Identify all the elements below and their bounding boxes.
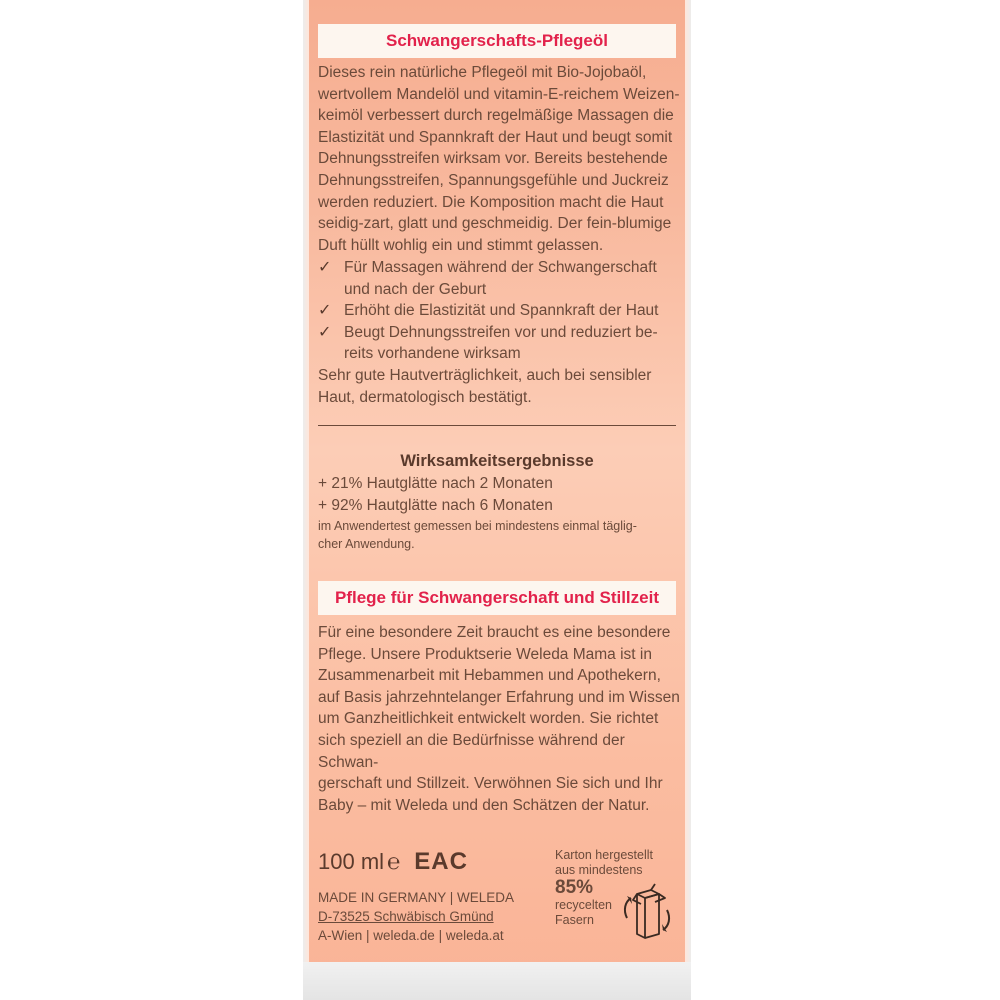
- intro-line: Dehnungsstreifen wirksam vor. Bereits bestehende: [318, 150, 668, 168]
- checklist-item: [318, 257, 680, 300]
- e-mark-icon: ℮: [387, 849, 401, 874]
- care-line: Pflege. Unsere Produktserie Weleda Mama ist in: [318, 645, 652, 663]
- volume-value: 100 ml: [318, 849, 385, 874]
- results-list: [318, 473, 680, 516]
- checklist-item: [318, 322, 680, 365]
- eac-mark-icon: EAC: [414, 848, 468, 875]
- intro-line: werden reduziert. Die Komposition macht die Haut: [318, 193, 664, 211]
- footnote-line: im Anwendertest gemessen bei mindestens einmal täglig-: [318, 519, 637, 533]
- intro-line: Dehnungsstreifen, Spannungsgefühle und Juckreiz: [318, 171, 669, 189]
- care-line: Zusammenarbeit mit Hebammen und Apothekern,: [318, 667, 661, 685]
- tolerance-paragraph: [318, 365, 680, 408]
- checklist-item: [318, 300, 680, 322]
- care-line: sich speziell an die Bedürfnisse während der Schwan-: [318, 731, 625, 771]
- recycle-percent: 85%: [555, 877, 594, 898]
- checkmark-icon: ✓: [318, 323, 332, 341]
- checkmark-icon: ✓: [318, 302, 332, 320]
- recycle-line: recycelten: [555, 898, 612, 912]
- intro-line: Dieses rein natürliche Pflegeöl mit Bio-Jojobaöl,: [318, 64, 647, 81]
- result-line: + 21% Hautglätte nach 2 Monaten: [318, 475, 553, 492]
- care-banner: Pflege für Schwangerschaft und Stillzeit: [318, 581, 676, 615]
- tolerance-line: Haut, dermatologisch bestätigt.: [318, 388, 532, 406]
- intro-line: Duft hüllt wohlig ein und stimmt gelassen.: [318, 236, 604, 254]
- recycle-line: Karton hergestellt: [555, 848, 653, 862]
- benefit-checklist: [318, 257, 680, 365]
- footnote-line: cher Anwendung.: [318, 536, 415, 551]
- checklist-line: reits vorhandene wirksam: [344, 345, 521, 363]
- results-footnote: [318, 518, 680, 553]
- checklist-line: Erhöht die Elastizität und Spannkraft der Haut: [344, 302, 659, 320]
- checklist-line: und nach der Geburt: [344, 280, 487, 298]
- maker-address: D-73525 Schwäbisch Gmünd: [318, 909, 494, 924]
- maker-line: MADE IN GERMANY | WELEDA: [318, 890, 515, 905]
- checkmark-icon: ✓: [318, 259, 332, 276]
- recycling-info: [555, 848, 685, 928]
- care-paragraph: [318, 622, 680, 816]
- intro-line: seidig-zart, glatt und geschmeidig. Der fein-blumige: [318, 215, 672, 233]
- recycled-box-icon: [615, 880, 679, 944]
- care-line: Baby – mit Weleda und den Schätzen der Natur.: [318, 796, 650, 814]
- recycle-line: aus mindestens: [555, 863, 643, 877]
- box-bottom-flap: [303, 962, 691, 1000]
- intro-paragraph: [318, 62, 680, 256]
- intro-line: wertvollem Mandelöl und vitamin-E-reichem Weizen-: [318, 85, 680, 103]
- tolerance-line: Sehr gute Hautverträglichkeit, auch bei sensibler: [318, 367, 652, 384]
- divider-line: [318, 425, 676, 426]
- care-line: um Ganzheitlichkeit entwickelt worden. Sie richtet: [318, 710, 659, 728]
- box-right-edge: [685, 0, 691, 1000]
- maker-websites: A-Wien | weleda.de | weleda.at: [318, 928, 504, 943]
- checklist-line: Für Massagen während der Schwangerschaft: [344, 259, 657, 276]
- recycle-line: Fasern: [555, 913, 594, 927]
- volume-label: [318, 848, 468, 876]
- intro-line: Elastizität und Spannkraft der Haut und beugt somit: [318, 128, 673, 146]
- care-line: auf Basis jahrzehntelanger Erfahrung und im Wissen: [318, 688, 680, 706]
- manufacturer-info: [318, 888, 514, 945]
- checklist-line: Beugt Dehnungsstreifen vor und reduziert be-: [344, 323, 658, 341]
- care-line: Für eine besondere Zeit braucht es eine besondere: [318, 624, 671, 641]
- result-line: + 92% Hautglätte nach 6 Monaten: [318, 496, 553, 514]
- results-heading: Wirksamkeitsergebnisse: [400, 452, 594, 470]
- title-banner: Schwangerschafts-Pflegeöl: [318, 24, 676, 58]
- care-line: gerschaft und Stillzeit. Verwöhnen Sie sich und Ihr: [318, 775, 663, 793]
- box-left-edge: [303, 0, 309, 1000]
- intro-line: keimöl verbessert durch regelmäßige Massagen die: [318, 107, 674, 125]
